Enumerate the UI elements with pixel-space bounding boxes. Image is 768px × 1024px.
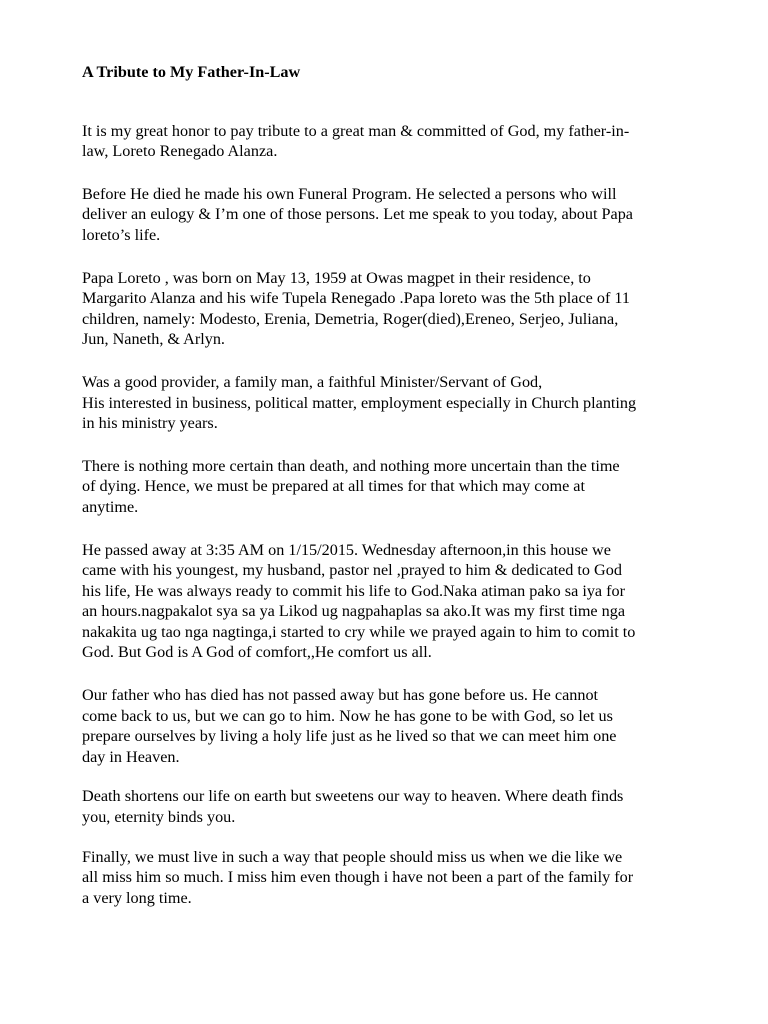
paragraph-funeral-program: Before He died he made his own Funeral Program. He selected a persons who will deliver an eulogy & I’m one of those persons. Let me speak to you today, about Papa loreto’s life. xyxy=(82,184,633,244)
paragraph-gone-before: Our father who has died has not passed away but has gone before us. He cannot come back to us, but we can go to him. Now he has gone to be with God, so let us prepare ourselves by living a holy life just as he lived so that we can meet him one day in Heaven. xyxy=(82,686,617,766)
document-page xyxy=(82,62,692,929)
document-title: A Tribute to My Father-In-Law xyxy=(82,63,301,81)
paragraph-death-certain: There is nothing more certain than death, and nothing more uncertain than the time of dying. Hence, we must be prepared at all times for that which may come at anytime. xyxy=(82,456,620,516)
paragraph-passed-away: He passed away at 3:35 AM on 1/15/2015. Wednesday afternoon,in this house we came with his youngest, my husband, pastor nel ,prayed to him & dedicated to God his life, He was always ready to commit his life to God.Naka atiman pako sa iya for an hours.nagpakalot sya sa ya Likod ug nagpahaplas sa ako.It was my first time nga nakakita ug tao nga nagtinga,i started to cry while we prayed again to him to comit to God. But God is A God of comfort,,He comfort us all. xyxy=(82,540,636,662)
paragraph-honor: It is my great honor to pay tribute to a great man & committed of God, my father-in- law, Loreto Renegado Alanza. xyxy=(82,121,630,161)
paragraph-finally: Finally, we must live in such a way that people should miss us when we die like we all miss him so much. I miss him even though i have not been a part of the family for a very long time. xyxy=(82,847,634,907)
paragraph-death-shortens: Death shortens our life on earth but sweetens our way to heaven. Where death finds you, eternity binds you. xyxy=(82,787,624,827)
paragraph-birth: Papa Loreto , was born on May 13, 1959 at Owas magpet in their residence, to Margarito Alanza and his wife Tupela Renegado .Papa loreto was the 5th place of 11 children, namely: Modesto, Erenia, Demetria, Roger(died),Ereneo, Serjeo, Juliana, Jun, Naneth, & Arlyn. xyxy=(82,268,630,349)
paragraph-provider: Was a good provider, a family man, a faithful Minister/Servant of God, His interested in business, political matter, employment especially in Church planting in his ministry years. xyxy=(82,372,637,433)
